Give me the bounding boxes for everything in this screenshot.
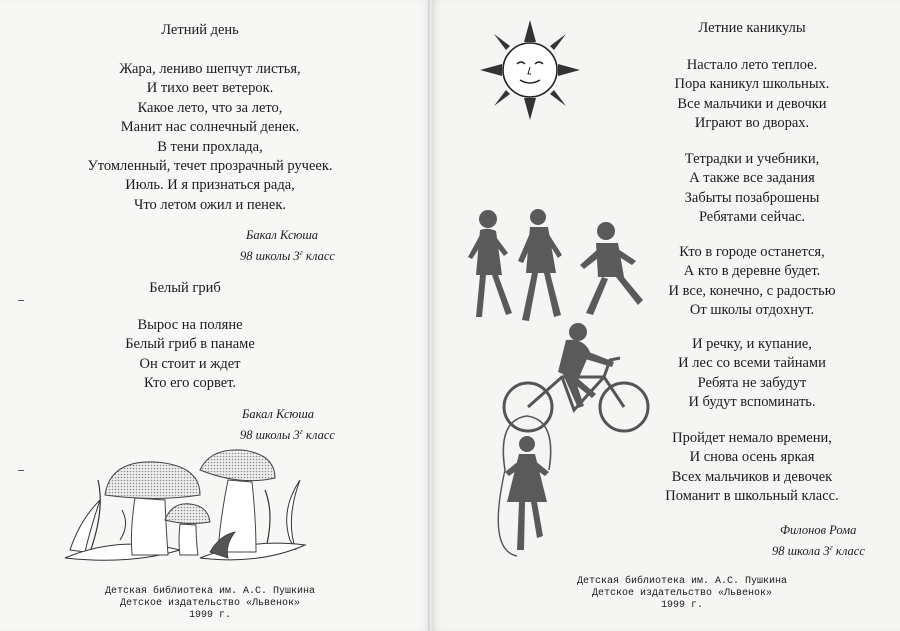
poem-title: Белый гриб [149,280,221,296]
poem-line: А также все задания [689,170,815,187]
author-school: 98 школа $3^г$ класс [772,543,865,559]
footer-library: Детская библиотека им. А.С. Пушкина [576,576,788,587]
poem-line: Вырос на поляне [137,317,243,333]
margin-mark [18,300,24,301]
poem-line: Поманит в школьный класс. [665,488,839,505]
poem-line: И тихо веет ветерок. [146,80,274,97]
author-school: 98 школы $3^г$ класс [240,427,335,443]
footer-publisher: Детское издательство «Львенок» [119,598,301,609]
poem-stanza [647,335,857,413]
author-signature [772,522,865,560]
poem-line: Белый гриб в панаме [125,336,255,353]
author-name: Филонов Рома [780,523,857,537]
poem-stanza [100,316,280,394]
poem-line: Июль. И я признаться рада, [125,177,295,194]
poem-stanza [647,150,857,228]
poem-line: И речку, и купание, [692,336,812,352]
poem-line: Пора каникул школьных. [674,76,830,93]
poem-line: Все мальчики и девочки [677,95,827,112]
poem-stanza [647,243,857,321]
poem-line: Ребятами сейчас. [698,209,806,226]
poem-line: Манит нас солнечный денек. [120,119,300,136]
poem-line: Всех мальчиков и девочек [671,468,833,485]
margin-mark [18,470,24,471]
poem-line: Тетрадки и учебники, [684,151,820,167]
mushrooms-icon [60,440,310,570]
poem-title: Летние каникулы [698,20,806,36]
poem-line: Он стоит и ждет [139,355,241,372]
poem-title: Летний день [161,22,239,38]
poem-line: Ребята не забудут [697,374,807,391]
poem-line: Что летом ожил и пенек. [133,196,286,213]
poem-line: От школы отдохнут. [689,302,815,319]
author-signature [240,227,335,265]
author-name: Бакал Ксюша [246,228,319,242]
poem-line: Пройдет немало времени, [672,430,832,446]
jump-rope-girl-icon [487,410,567,560]
poem-stanza [40,60,380,215]
author-school: 98 школы $3^г$ класс [240,248,335,264]
poem-line: И все, конечно, с радостью [668,282,836,299]
page-footer [552,576,812,612]
author-name: Бакал Ксюша [242,407,315,421]
poem-line: Забыты позаброшены [684,189,820,206]
footer-publisher: Детское издательство «Львенок» [591,588,773,599]
poem-line: Играют во дворах. [694,115,810,132]
poem-line: И лес со всеми тайнами [678,355,826,372]
page-footer [80,586,340,622]
poem-line: Жара, лениво шепчут листья, [119,61,301,77]
footer-year: 1999 г. [660,600,703,611]
poem-line: Кто в городе останется, [679,244,825,260]
footer-year: 1999 г. [188,610,231,621]
poem-line: Утомленный, течет прозрачный ручеек. [87,158,333,175]
footer-library: Детская библиотека им. А.С. Пушкина [104,586,316,597]
left-page [0,0,430,631]
poem-line: Какое лето, что за лето, [137,99,283,116]
poem-line: И будут вспоминать. [688,394,816,411]
running-children-icon [466,205,656,330]
poem-line: Настало лето теплое. [686,57,818,73]
poem-line: В тени прохлада, [157,138,263,155]
poem-stanza [647,56,857,134]
poem-stanza [642,429,862,507]
poem-line: И снова осень яркая [689,449,815,466]
author-signature [240,406,335,444]
right-page [432,0,900,631]
sun-icon [480,20,580,120]
poem-line: А кто в деревне будет. [683,263,821,280]
poem-line: Кто его сорвет. [143,375,237,392]
